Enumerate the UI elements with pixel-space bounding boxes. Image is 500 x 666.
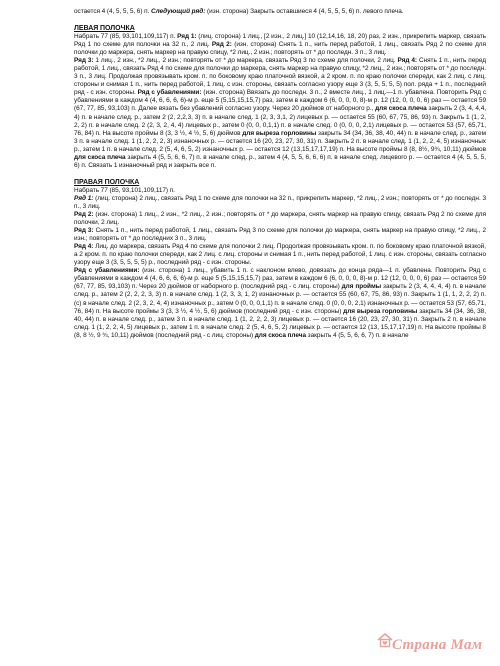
next-row-label: Следующий ряд: <box>151 8 206 15</box>
row2-label: Ряд 2: <box>74 210 94 218</box>
right-front-row3: Ряд 3: Снять 1 п., нить перед работой, 1 лиц., связать Ряд 3 по схеме для полочки до маркера, снять маркер на правую спицу, *2 лиц., 2 изн.; повторять от * до последних 3 п., 3 лиц. <box>74 227 486 243</box>
row3-label: Ряд 3: <box>74 57 94 65</box>
armhole-label: для проймы <box>341 283 382 291</box>
neck-label: для выреза горловины <box>343 307 418 315</box>
document-page <box>74 8 486 340</box>
left-front-cast-on: Набрать 77 (85, 93,101,109,117) п. Ряд 1: (лиц. сторона) 1 лиц., [2 изн., 2 лиц.] 10 (12,14,16, 18, 20) раз, 2 изн., прикрепить маркер, связать Ряд 1 по схеме для полочки на 32 п., 2 лиц. Ряд 2: (изн. сторона) Снять 1 п., нить перед работой, 1 лиц., связать Ряд 2 по схеме для полочки до маркера, снять маркер на правую спицу, *2 лиц., 2 изн.; повторять от * до последн. 3 п., 3 лиц. <box>74 33 486 57</box>
neck-label: для выреза горловины <box>242 129 317 137</box>
site-watermark: Страна Мам <box>392 637 483 653</box>
row4-label: Ряд 4: <box>397 57 418 65</box>
right-front-row2: Ряд 2: (изн. сторона) 1 лиц., 2 изн., *2 лиц., 2 изн.; повторять от * до маркера, снять маркер на правую спицу, связать Ряд 2 по схеме для полочки, 2 лиц. <box>74 210 486 227</box>
left-front-heading: ЛЕВАЯ ПОЛОЧКА <box>74 25 135 33</box>
intro-paragraph <box>74 8 486 16</box>
intro-text: остается 4 (4, 5, 5, 5, 6) п. <box>74 8 152 15</box>
row4-label: Ряд 4: <box>74 243 94 251</box>
row3-label: Ряд 3: <box>74 227 94 235</box>
slope-label: для скоса плеча <box>254 331 307 339</box>
right-front-cast-on: Набрать 77 (85, 93,101,109,117) п. <box>74 186 175 194</box>
slope-label: для скоса плеча <box>74 153 126 161</box>
decrease-row-label: Ряд с убавлениями: <box>137 89 202 97</box>
row2-label: Ряд 2: <box>211 41 232 49</box>
row1-label: Ряд 1: <box>74 194 94 202</box>
right-front-row1: Ряд 1: (лиц. сторона) 2 лиц., связать Ряд 1 по схеме для полочки на 32 п., прикрепить маркер, *2 лиц., 2 изн.; повторять от * до последн. 3 п., 3 лиц. <box>74 194 487 210</box>
shoulder-label: для скоса плеча <box>375 105 427 113</box>
left-front-row3: Ряд 3: 1 лиц., 2 изн., *2 лиц., 2 изн.; повторять от * до маркера, связать Ряд 3 по схеме для полочки, 2 лиц. Ряд 4: Снять 1 п., нить перед работой, 1 лиц., связать Ряд 4 по схеме для полочки до маркера, снять маркер на правую спицу, *2 лиц., 2 изн.; повторять от * до последн. 3 п., 3 лиц. Продолжая провязывать кром. п. по боковому краю платочной вязкой, а 2 кром. п. по краю полочки спереди, как 2 лиц. с лиц. стороны и снимая 1 п., нить перед работой, 1 лиц. с изн. стороны, связать согласно узору еще 3 (3, 5, 5, 5, 5) пол. ряда + 1 п., последний ряд - с изн. стороны. Ряд с убавлениями: (изн. сторона) Ввязать до последн. 3 п., 2 вместе лиц., 1 лиц.—1 п. убавлена. Повторить Ряд с убавлениями в каждом 4 (4, 6, 6, 6, 6)-м р. еще 5 (5,15,15,15,7) раз, затем в каждом 6 (6, 0, 0, 0, 8)-м р. 12 (12, 0, 0, 0, 6) раз — остается 59 (67, 77, 85, 93,103) п. Далее вязать без убавлений согласно узору. Через 20 дюймов от наборного р., для скоса плеча закрыть 2 (3, 4, 4,4, 4) п. в начале след. р., затем 2 (2, 2,2,3, 3) п. в начале след. 1 (2, 3, 3,1, 2) лицевых р. — остается 55 (60, 67, 75, 86, 93) п. Закрыть 1 (1, 2, 2, 2) п. в начале след. 2 (2, 3, 2, 4, 4) лицевых р., затем 0 (0, 0, 0,1,1) п. в начале след. 0 (0, 0, 0, 2,1) лицевых р. — остается 53 (57, 65,71, 76, 84) п. На высоте проймы 8 (3, 3 ½, 4 ½, 5, 6) дюймов для выреза горловины закрыть 34 (34, 36, 38, 40, 44) п. в начале след. р., затем 3 п. в начале след. 1 (1, 2, 2, 2, 3) изнаночных р. — остается 16 (20, 23, 27, 30, 31) п. Закрыть 2 п. в начале след. 1 (1, 2, 2, 4, 5) изнаночных р., затем 1 п. в начале след. 2 (5, 4, 6, 5, 2) изнаночных р. — остается 12 (13,15,17,17,19) п. На высоте проймы 8 (8, 8½, 9¾, 10,11) дюймов для скоса плеча закрыть 4 (5, 5, 6, 6, 7) п. в начале след. р., затем 4 (4, 5, 5, 6, 6, 6) п. в начале след. лицевого р. — остается 4 (4, 5, 5, 5, 6) п. Связать 1 изнаночный ряд и закрыть все п. <box>74 57 487 169</box>
intro-text-2: (изн. сторона) Закрыть оставшиеся 4 (4, 5, 5, 5, 6) п. левого плеча. <box>205 8 404 15</box>
right-front-row4: Ряд 4: Лиц. до маркера, связать Ряд 4 по схеме для полочки 2 лиц. Продолжая провязывать кром. п. по боковому краю платочной вязкой, а 2 кром. п. по краю полочки спереди, как 2 лиц. с лиц. стороны и снимая 1 п., нить перед работой, 1 лиц. с изн. стороны, связать согласно узору еще 3 (3, 5, 5, 5, 5) р., последний ряд - с изн. стороны. <box>74 243 486 267</box>
right-front-heading: ПРАВАЯ ПОЛОЧКА <box>74 178 140 186</box>
decrease-row-label: Ряд с убавлениями: <box>74 267 140 275</box>
row1-label: Ряд 1: <box>177 33 197 41</box>
right-front-decrease: Ряд с убавлениями: (изн. сторона) 1 лиц., убавить 1 п. с наклоном влево, довязать до конца ряда—1 п. убавлена. Повторить Ряд с убавлениями в каждом 4 (4, 6, 6, 6, 6)-м р. еще 5 (5,15,15,15,7) раз, затем в каждом 6 (6, 0, 0, 0, 8)-м р. 12 (12, 0, 0, 0, 6) раз — остается 59 (67, 77, 85, 93,103) п. Через 20 дюймов от наборного р. (последний ряд - с лиц. стороны) для проймы закрыть 2 (3, 4, 4, 4, 4) п. в начале след. р., затем 2 (2, 2, 2, 3, 3) п. в начале след. 1 (2, 3, 3, 1, 2) изнаночных р. — остается 55 (60, 67, 75, 86, 93) п. Закрыть 1 (1, 1, 2, 2, 2) п.(с) в начале след. 2 (2, 3, 2, 4, 4) изнаночных р., затем 0 (0, 0, 0,1,1) п. в начале след. 0 (0, 0, 0, 2,1) изнаночных р. — остается 53 (57, 65,71, 76, 84) п. На высоте проймы 3 (3, 3 ½, 4 ½, 5, 6) дюймов (последний ряд - с изн. стороны) для выреза горловины закрыть 34 (34, 36, 38, 40, 44) п. в начале след. р., затем 3 п. в начале след. 1 (1, 2, 2, 2, 3) лицевых р. — остается 16 (20, 23, 27, 30, 31) п. Закрыть 2 п. в начале след. 1 (1, 2, 2, 4, 5) лицевых р., затем 1 п. в начале след. 2 (5, 4, 6, 5, 2) лицевых р. — остается 12 (13, 15,17,17,19) п. На высоте проймы 8 (8, 8 ½, 9 ¾, 10,11) дюймов (последний ряд - с лиц. стороны) для скоса плеча закрыть 4 (5, 5, 6, 6, 7) п. в начале <box>74 267 487 339</box>
